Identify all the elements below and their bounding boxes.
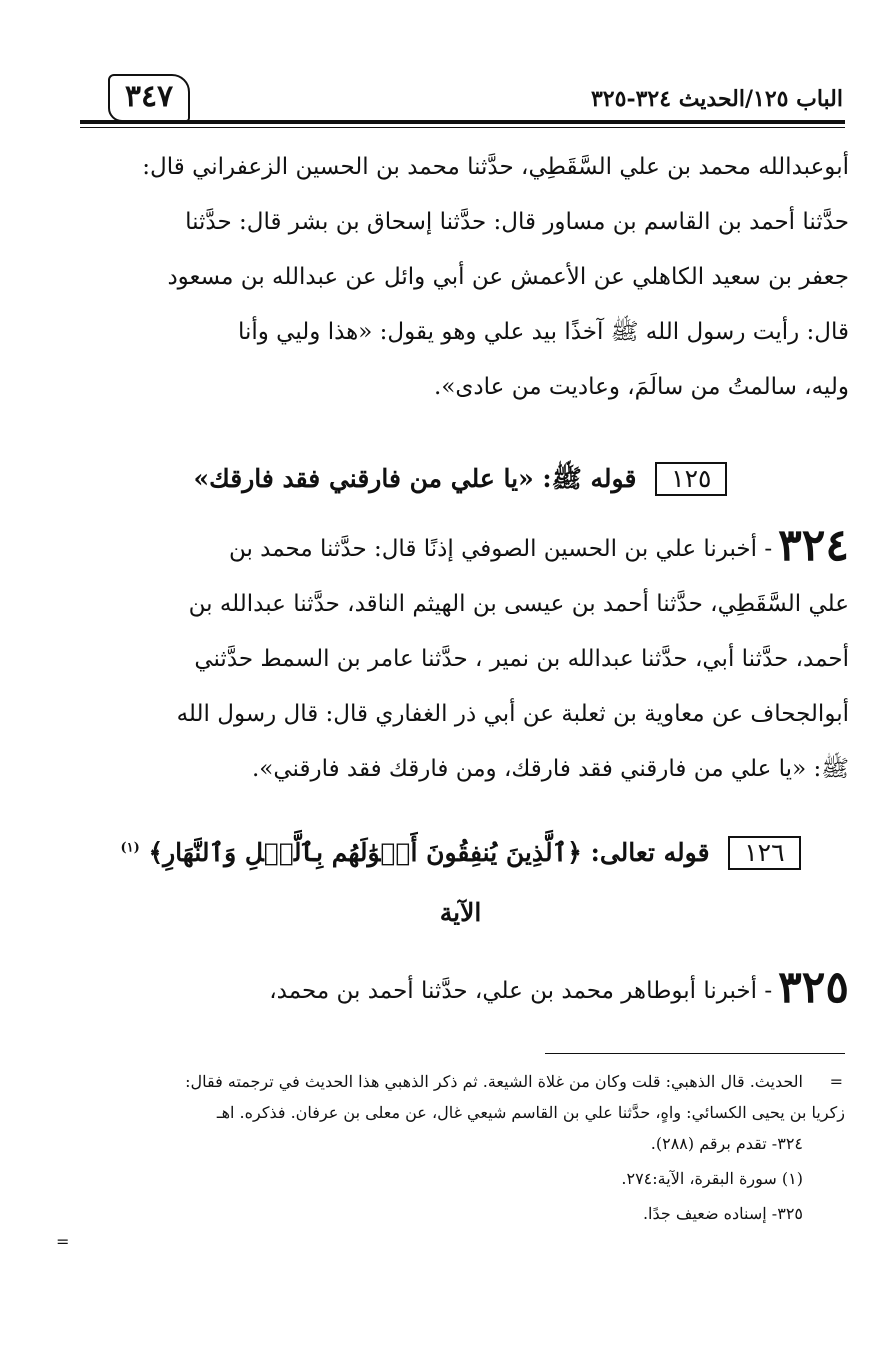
chapter-title: قوله تعالى: ﴿ٱلَّذِينَ يُنفِقُونَ أَمۡوَٰلَهُم بِٱلَّيۡلِ وَٱلنَّهَارِ﴾ [148, 838, 710, 867]
text-line [72, 960, 849, 1019]
hadith-number: ٣٢٤ [778, 520, 849, 571]
text-line: ﷺ: «يا علي من فارقني فقد فارقك، ومن فارقك فقد فارقني». [251, 756, 849, 782]
footnote-324: ٣٢٤- تقدم برقم (٢٨٨). [650, 1134, 803, 1153]
header-rule [80, 120, 845, 124]
hadith-text: - أخبرنا أبوطاهر محمد بن علي، حدَّثنا أحمد بن محمد، [269, 978, 773, 1004]
hadith-324 [72, 518, 849, 797]
chapter-heading-125 [72, 462, 849, 500]
text-line [72, 518, 849, 577]
running-head: الباب ١٢٥/الحديث ٣٢٤-٣٢٥ [590, 86, 843, 112]
chapter-title: قوله ﷺ: «يا علي من فارقني فقد فارقك» [193, 464, 637, 493]
text-line: أحمد، حدَّثنا أبي، حدَّثنا عبدالله بن نمير ، حدَّثنا عامر بن السمط حدَّثني [194, 646, 849, 672]
footnotes [60, 1066, 845, 1229]
footnote-line: الحديث. قال الذهبي: قلت وكان من غلاة الشيعة. ثم ذكر الذهبي هذا الحديث في ترجمته فقال: [185, 1072, 803, 1091]
page-header [80, 79, 843, 122]
text-line: أبوعبدالله محمد بن علي السَّقَطِي، حدَّثنا محمد بن الحسين الزعفراني قال: [142, 154, 849, 180]
hadith-number: ٣٢٥ [778, 962, 849, 1013]
continuation-mark: = [829, 1072, 843, 1091]
chapter-number-box: ١٢٦ [728, 836, 800, 870]
paragraph-continued [72, 140, 849, 415]
chapter-heading-126 [72, 836, 849, 870]
text-line: وليه، سالمتُ من سالَمَ، وعاديت من عادى». [434, 374, 849, 400]
footnote-325: ٣٢٥- إسناده ضعيف جدًا. [642, 1204, 803, 1223]
footnote-rule [545, 1053, 845, 1054]
text-line: قال: رأيت رسول الله ﷺ آخذًا بيد علي وهو يقول: «هذا وليي وأنا [237, 319, 849, 345]
footnote-ref: (١) [120, 840, 140, 856]
header-rule-thin [80, 127, 845, 128]
end-continuation-mark: = [56, 1232, 70, 1251]
text-line: أبوالجحاف عن معاوية بن ثعلبة عن أبي ذر الغفاري قال: قال رسول الله [176, 701, 849, 727]
hadith-325 [72, 960, 849, 1019]
footnote-line: زكريا بن يحيى الكسائي: واهٍ، حدَّثنا علي بن القاسم شيعي غال، عن معلى بن عرفان. فذكره. اهـ [216, 1103, 845, 1122]
text-line: حدَّثنا أحمد بن القاسم بن مساور قال: حدَّثنا إسحاق بن بشر قال: حدَّثنا [185, 209, 849, 235]
chapter-number-box: ١٢٥ [655, 462, 727, 496]
text-line: علي السَّقَطِي، حدَّثنا أحمد بن عيسى بن الهيثم الناقد، حدَّثنا عبدالله بن [188, 591, 849, 617]
text-line: جعفر بن سعيد الكاهلي عن الأعمش عن أبي وائل عن عبدالله بن مسعود [167, 264, 849, 290]
page-number: ٣٤٧ [108, 74, 190, 122]
hadith-text: - أخبرنا علي بن الحسين الصوفي إذنًا قال: حدَّثنا محمد بن [228, 536, 773, 562]
footnote-1: (١) سورة البقرة، الآية:٢٧٤. [621, 1169, 803, 1188]
chapter-subtitle: الآية [439, 898, 482, 927]
